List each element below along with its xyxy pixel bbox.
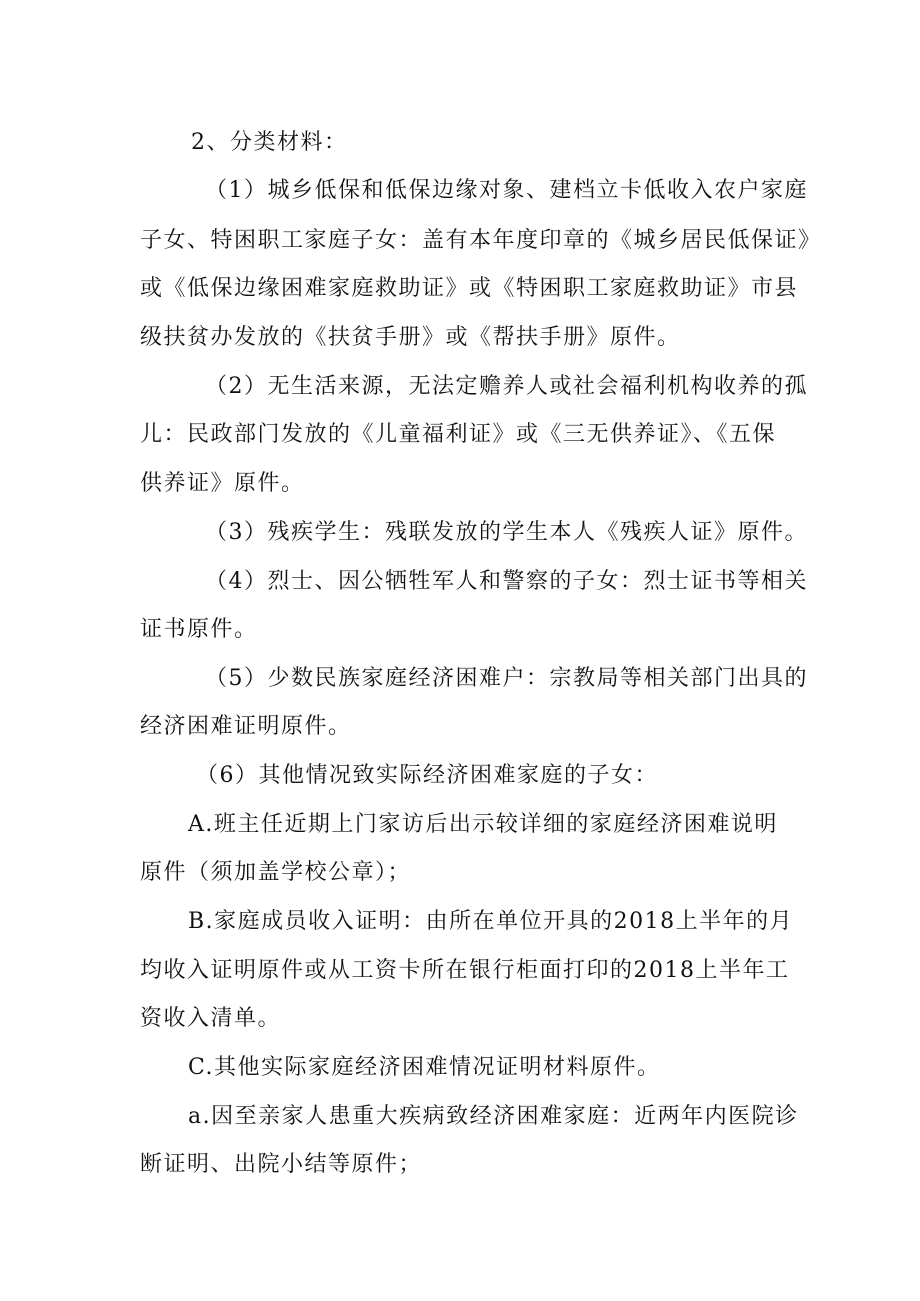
item-6c-line-1: C.其他实际家庭经济困难情况证明材料原件。 (188, 1055, 661, 1080)
item-1-line-3: 或《低保边缘困难家庭救助证》或《特困职工家庭救助证》市县 (140, 276, 799, 301)
item-2-line-3: 供养证》原件。 (140, 471, 305, 496)
item-1-line-1: （1）城乡低保和低保边缘对象、建档立卡低收入农户家庭 (205, 178, 808, 203)
item-5-line-2: 经济困难证明原件。 (140, 714, 352, 739)
item-6b-line-1: B.家庭成员收入证明：由所在单位开具的2018上半年的月 (188, 909, 794, 934)
item-6b-line-3: 资收入清单。 (140, 1006, 282, 1031)
item-4-line-1: （4）烈士、因公牺牲军人和警察的子女：烈士证书等相关 (205, 569, 808, 594)
item-6-line-1: （6）其他情况致实际经济困难家庭的子女： (196, 763, 658, 788)
item-6b-line-2: 均收入证明原件或从工资卡所在银行柜面打印的2018上半年工 (140, 958, 790, 983)
item-4-line-2: 证书原件。 (140, 617, 258, 642)
item-5-line-1: （5）少数民族家庭经济困难户：宗教局等相关部门出具的 (205, 666, 808, 691)
item-6ca-line-2: 断证明、出院小结等原件； (140, 1152, 423, 1177)
item-3-line-1: （3）残疾学生：残联发放的学生本人《残疾人证》原件。 (205, 520, 808, 545)
item-2-line-2: 儿：民政部门发放的《儿童福利证》或《三无供养证》、《五保 (140, 422, 777, 447)
item-1-line-2: 子女、特困职工家庭子女：盖有本年度印章的《城乡居民低保证》 (140, 228, 822, 253)
item-6a-line-2: 原件（须加盖学校公章）； (140, 860, 412, 885)
item-6a-line-1: A.班主任近期上门家访后出示较详细的家庭经济困难说明 (188, 812, 778, 837)
section-heading: 2、分类材料： (191, 130, 348, 155)
item-2-line-1: （2）无生活来源，无法定赡养人或社会福利机构收养的孤 (205, 374, 808, 399)
item-6ca-line-1: a.因至亲家人患重大疾病致经济困难家庭：近两年内医院诊 (188, 1104, 799, 1129)
item-1-line-4: 级扶贫办发放的《扶贫手册》或《帮扶手册》原件。 (140, 325, 681, 350)
